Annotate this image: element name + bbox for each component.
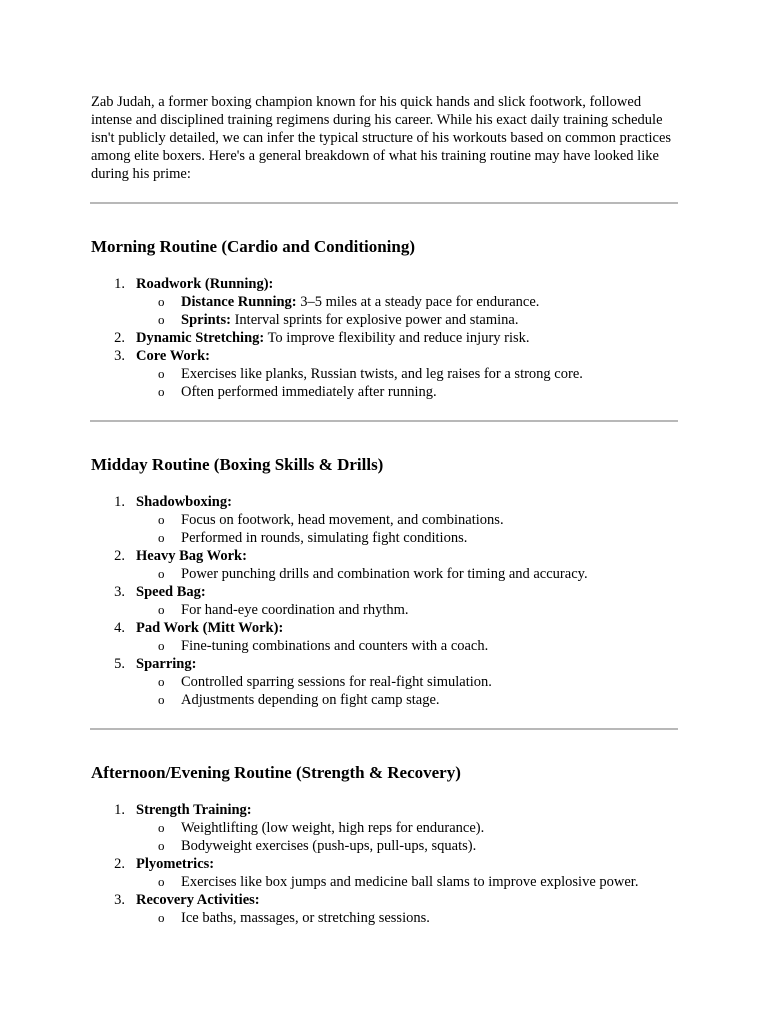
- sub-list-item: [91, 511, 679, 529]
- bullet-icon: o: [158, 366, 165, 381]
- sub-item-text: Power punching drills and combination work for timing and accuracy.: [181, 566, 588, 582]
- list-item: [91, 493, 679, 547]
- list-number: 2.: [114, 856, 125, 872]
- sub-list-item: [91, 311, 679, 329]
- sub-list: [136, 637, 679, 655]
- numbered-list: [91, 275, 679, 401]
- list-number: 1.: [114, 802, 125, 818]
- list-number: 3.: [114, 348, 125, 364]
- item-text: To improve flexibility and reduce injury risk.: [264, 330, 530, 346]
- section-divider: [90, 202, 678, 204]
- item-title: Strength Training:: [136, 802, 252, 818]
- sub-list: [136, 873, 679, 891]
- sub-list-item: [91, 909, 679, 927]
- list-item: [91, 619, 679, 655]
- sub-item-text: Bodyweight exercises (push-ups, pull-ups, squats).: [181, 838, 477, 854]
- section-heading: Midday Routine (Boxing Skills & Drills): [91, 455, 384, 474]
- sub-list-item: [91, 691, 679, 709]
- section-divider: [90, 420, 678, 422]
- sub-item-text: Interval sprints for explosive power and stamina.: [230, 312, 519, 328]
- list-item: [91, 583, 679, 619]
- bullet-icon: o: [158, 384, 165, 399]
- item-title: Plyometrics:: [136, 856, 215, 872]
- sub-item-text: Adjustments depending on fight camp stage.: [181, 692, 440, 708]
- bullet-icon: o: [158, 530, 165, 545]
- sub-list: [136, 293, 679, 329]
- sub-item-text: Ice baths, massages, or stretching sessions.: [181, 910, 430, 926]
- list-number: 3.: [114, 892, 125, 908]
- sub-list-item: [91, 365, 679, 383]
- sub-list: [136, 673, 679, 709]
- bullet-icon: o: [158, 910, 165, 925]
- list-number: 1.: [114, 276, 125, 292]
- sub-list: [136, 601, 679, 619]
- sub-list-item: [91, 383, 679, 401]
- sub-list-item: [91, 673, 679, 691]
- section-heading: Morning Routine (Cardio and Conditioning): [91, 237, 415, 256]
- bullet-icon: o: [158, 838, 165, 853]
- list-number: 2.: [114, 330, 125, 346]
- list-number: 2.: [114, 548, 125, 564]
- section-divider: [90, 728, 678, 730]
- bullet-icon: o: [158, 512, 165, 527]
- list-number: 4.: [114, 620, 125, 636]
- sub-item-label: Distance Running:: [181, 294, 297, 310]
- list-item: [91, 891, 679, 927]
- bullet-icon: o: [158, 566, 165, 581]
- sub-list: [136, 365, 679, 401]
- sub-list: [136, 819, 679, 855]
- sub-list: [136, 909, 679, 927]
- list-item: [91, 655, 679, 709]
- item-title: Shadowboxing:: [136, 494, 232, 510]
- list-item: [91, 801, 679, 855]
- sub-item-text: Controlled sparring sessions for real-fight simulation.: [181, 674, 492, 690]
- bullet-icon: o: [158, 820, 165, 835]
- item-title: Roadwork (Running):: [136, 276, 274, 292]
- sub-list-item: [91, 837, 679, 855]
- sub-item-text: Exercises like planks, Russian twists, and leg raises for a strong core.: [181, 366, 583, 382]
- list-item: [91, 547, 679, 583]
- sub-list-item: [91, 819, 679, 837]
- intro-paragraph: Zab Judah, a former boxing champion known for his quick hands and slick footwork, followed intense and disciplined training regimens during his career. While his exact daily training schedule isn't publicly detailed, we can infer the typical structure of his workouts based on common practices among elite boxers. Here's a general breakdown of what his training routine may have looked like during his prime:: [91, 94, 672, 182]
- sub-item-text: Performed in rounds, simulating fight conditions.: [181, 530, 468, 546]
- sub-list-item: [91, 293, 679, 311]
- bullet-icon: o: [158, 692, 165, 707]
- section-heading: Afternoon/Evening Routine (Strength & Recovery): [91, 763, 461, 782]
- sub-item-text: 3–5 miles at a steady pace for endurance.: [296, 294, 540, 310]
- list-item: [91, 855, 679, 891]
- item-title: Pad Work (Mitt Work):: [136, 620, 284, 636]
- item-title: Core Work:: [136, 348, 210, 364]
- sub-list-item: [91, 529, 679, 547]
- item-title: Recovery Activities:: [136, 892, 260, 908]
- sub-item-text: Exercises like box jumps and medicine ball slams to improve explosive power.: [181, 874, 639, 890]
- sub-item-text: For hand-eye coordination and rhythm.: [181, 602, 409, 618]
- item-title: Sparring:: [136, 656, 197, 672]
- bullet-icon: o: [158, 674, 165, 689]
- list-number: 1.: [114, 494, 125, 510]
- sub-item-label: Sprints:: [181, 312, 231, 328]
- item-title: Dynamic Stretching:: [136, 330, 265, 346]
- list-number: 5.: [114, 656, 125, 672]
- sub-item-text: Focus on footwork, head movement, and combinations.: [181, 512, 504, 528]
- sub-list: [136, 511, 679, 547]
- sections-container: [91, 202, 679, 927]
- sub-item-text: Often performed immediately after running.: [181, 384, 437, 400]
- sub-list: [136, 565, 679, 583]
- document-body: [91, 93, 679, 927]
- item-title: Heavy Bag Work:: [136, 548, 247, 564]
- sub-list-item: [91, 601, 679, 619]
- bullet-icon: o: [158, 638, 165, 653]
- sub-list-item: [91, 873, 679, 891]
- bullet-icon: o: [158, 294, 165, 309]
- list-number: 3.: [114, 584, 125, 600]
- list-item: [91, 275, 679, 329]
- item-title: Speed Bag:: [136, 584, 206, 600]
- bullet-icon: o: [158, 602, 165, 617]
- bullet-icon: o: [158, 312, 165, 327]
- sub-item-text: Weightlifting (low weight, high reps for endurance).: [181, 820, 485, 836]
- list-item: [91, 329, 679, 347]
- numbered-list: [91, 493, 679, 709]
- sub-list-item: [91, 637, 679, 655]
- sub-list-item: [91, 565, 679, 583]
- list-item: [91, 347, 679, 401]
- sub-item-text: Fine-tuning combinations and counters with a coach.: [181, 638, 489, 654]
- numbered-list: [91, 801, 679, 927]
- bullet-icon: o: [158, 874, 165, 889]
